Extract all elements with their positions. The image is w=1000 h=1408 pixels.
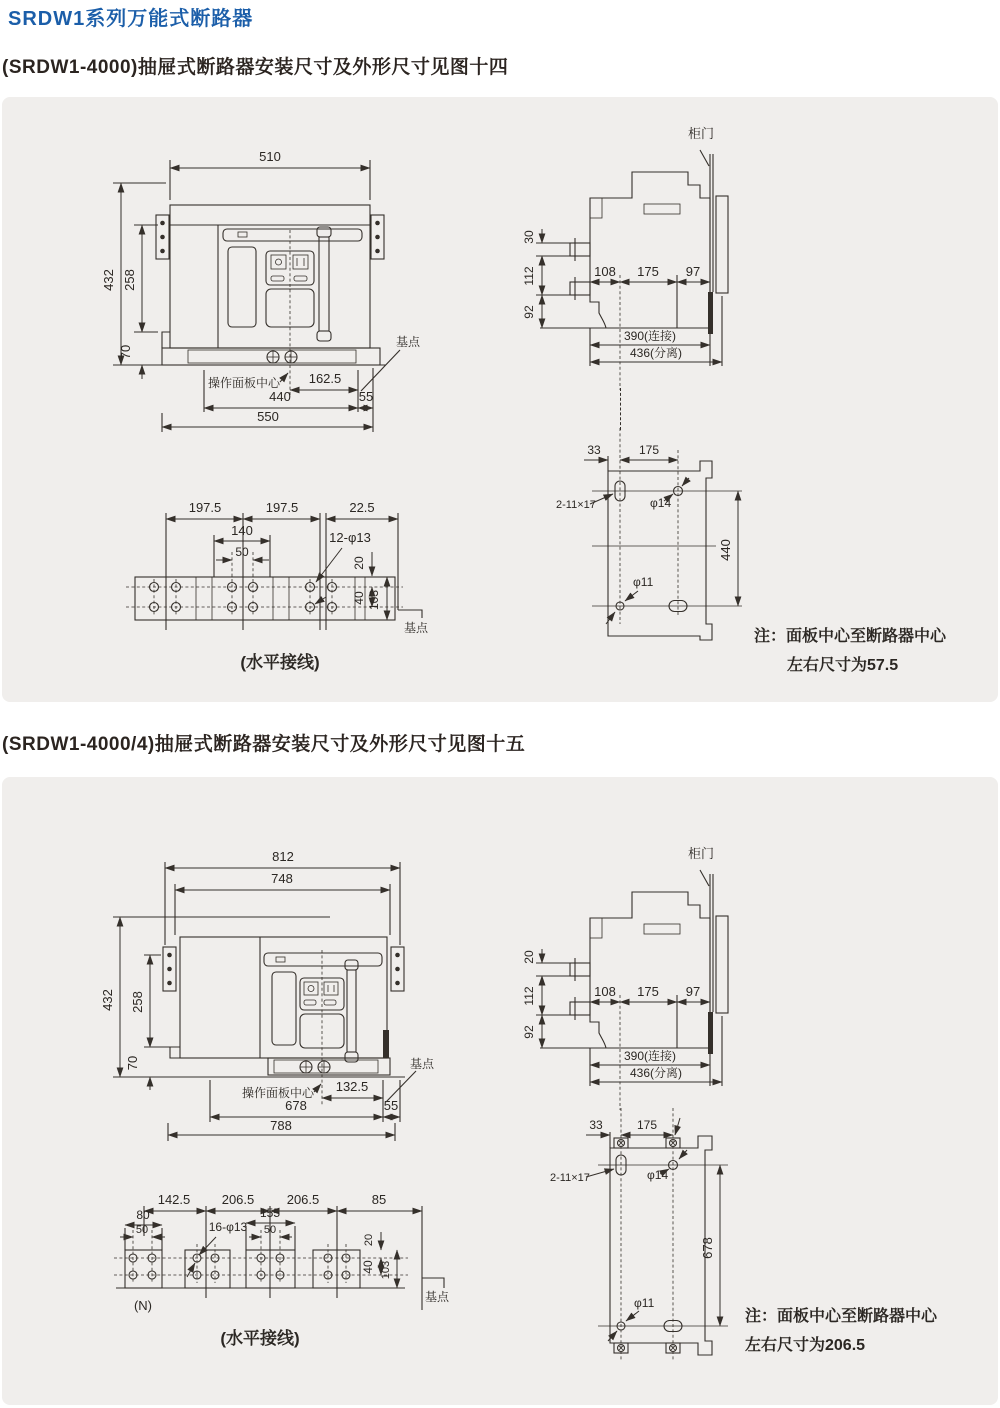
dim-70: 70 bbox=[118, 344, 133, 360]
front-view-drawing-4000-4 bbox=[100, 840, 440, 1150]
dim-112: 112 bbox=[522, 986, 536, 1006]
dim-85: 85 bbox=[371, 1192, 387, 1207]
dim-175: 175 bbox=[637, 984, 659, 999]
dim-70: 70 bbox=[125, 1055, 140, 1071]
figure15-note bbox=[745, 1302, 937, 1360]
horizontal-wiring-caption: (水平接线) bbox=[240, 653, 320, 672]
side-view-dimensions bbox=[522, 846, 722, 1082]
dim-112: 112 bbox=[522, 266, 536, 286]
page-title: SRDW1系列万能式断路器 bbox=[8, 8, 254, 30]
front-view-dimensions bbox=[101, 149, 421, 432]
dim-432: 432 bbox=[101, 269, 116, 291]
dim-436-separate: 436(分离) bbox=[629, 346, 683, 360]
front-view-dimensions bbox=[100, 849, 435, 1141]
dim-155: 155 bbox=[259, 1206, 281, 1220]
dim-142-5: 142.5 bbox=[157, 1192, 191, 1207]
figure14-heading: (SRDW1-4000)抽屉式断路器安装尺寸及外形尺寸见图十四 bbox=[2, 57, 509, 78]
dim-390-connect: 390(连接) bbox=[623, 1049, 677, 1063]
dim-258: 258 bbox=[130, 991, 145, 1013]
side-view-drawing-4000 bbox=[520, 110, 800, 390]
dim-50a: 50 bbox=[135, 1224, 149, 1236]
plate-outline bbox=[598, 1108, 728, 1360]
dim-33: 33 bbox=[587, 443, 601, 457]
dim-258: 258 bbox=[122, 269, 137, 291]
dim-206-5a: 206.5 bbox=[221, 1192, 255, 1207]
base-point-label: 基点 bbox=[396, 335, 421, 349]
dim-390-connect: 390(连接) bbox=[623, 329, 677, 343]
busbar-dimensions bbox=[120, 1192, 450, 1348]
dim-206-5b: 206.5 bbox=[286, 1192, 320, 1207]
note-line2: 左右尺寸为57.5 bbox=[787, 657, 899, 674]
dim-748: 748 bbox=[271, 871, 293, 886]
plate-dimensions bbox=[550, 1118, 720, 1341]
dim-22-5: 22.5 bbox=[349, 500, 375, 515]
cabinet-door-label: 柜门 bbox=[688, 126, 715, 141]
dim-97: 97 bbox=[685, 264, 701, 279]
hole-callout-phi14: φ14 bbox=[647, 1168, 669, 1182]
hole-callout-phi11: φ11 bbox=[634, 1296, 655, 1310]
dim-92: 92 bbox=[522, 1025, 536, 1039]
dim-40: 40 bbox=[352, 591, 366, 605]
dim-140: 140 bbox=[231, 523, 253, 538]
dim-510: 510 bbox=[259, 149, 281, 164]
panel-center-label: 操作面板中心 bbox=[208, 376, 281, 390]
dim-20: 20 bbox=[363, 1233, 375, 1247]
mounting-plate-4000 bbox=[540, 428, 760, 663]
dim-678: 678 bbox=[285, 1098, 307, 1113]
base-point-label: 基点 bbox=[424, 1290, 450, 1304]
note-line1: 注：面板中心至断路器中心 bbox=[745, 1308, 938, 1325]
figure15-heading: (SRDW1-4000/4)抽屉式断路器安装尺寸及外形尺寸见图十五 bbox=[2, 734, 526, 755]
hole-callout-phi11: φ11 bbox=[633, 575, 654, 589]
dim-162-5: 162.5 bbox=[308, 371, 342, 386]
busbar-view-4000-4 bbox=[100, 1180, 460, 1370]
slot-callout-2-11x17: 2-11×17 bbox=[550, 1172, 590, 1184]
breaker-front-outline bbox=[113, 205, 386, 396]
dim-175: 175 bbox=[637, 264, 659, 279]
panel-center-label: 操作面板中心 bbox=[242, 1086, 315, 1100]
dim-20: 20 bbox=[522, 950, 536, 964]
dim-103: 103 bbox=[367, 589, 381, 611]
dim-550: 550 bbox=[257, 409, 279, 424]
centerline-connector bbox=[620, 388, 621, 430]
hole-callout-12xphi13: 12-φ13 bbox=[329, 530, 371, 545]
dim-55: 55 bbox=[383, 1098, 399, 1113]
hole-callout-16xphi13: 16-φ13 bbox=[208, 1220, 248, 1234]
plate-dimensions bbox=[556, 443, 738, 624]
base-point-label: 基点 bbox=[410, 1057, 435, 1071]
figure15-panel bbox=[2, 777, 998, 1405]
dim-678: 678 bbox=[700, 1237, 715, 1259]
horizontal-wiring-caption: (水平接线) bbox=[220, 1329, 300, 1348]
dim-812: 812 bbox=[272, 849, 294, 864]
dim-20: 20 bbox=[352, 556, 366, 570]
dim-432: 432 bbox=[100, 989, 115, 1011]
cabinet-door-label: 柜门 bbox=[688, 846, 715, 861]
dim-40: 40 bbox=[361, 1260, 375, 1274]
dim-440: 440 bbox=[269, 389, 291, 404]
dim-175: 175 bbox=[638, 443, 660, 457]
dim-197b: 197.5 bbox=[265, 500, 299, 515]
base-point-label: 基点 bbox=[404, 621, 429, 635]
dim-103: 103 bbox=[380, 1260, 392, 1280]
mounting-plate-4000-4 bbox=[540, 1108, 770, 1388]
busbar-dimensions bbox=[166, 500, 429, 672]
dim-440: 440 bbox=[718, 539, 733, 561]
dim-97: 97 bbox=[685, 984, 701, 999]
busbar-view-4000 bbox=[110, 480, 440, 690]
dim-50b: 50 bbox=[263, 1224, 277, 1236]
front-view-drawing-4000 bbox=[100, 130, 430, 440]
dim-33: 33 bbox=[589, 1118, 603, 1132]
figure14-note bbox=[754, 622, 946, 680]
dim-80: 80 bbox=[136, 1208, 150, 1222]
neutral-label: (N) bbox=[133, 1298, 153, 1313]
side-view-drawing-4000-4 bbox=[520, 830, 800, 1110]
note-line1: 注：面板中心至断路器中心 bbox=[754, 628, 947, 645]
dim-50: 50 bbox=[235, 545, 249, 559]
dim-132-5: 132.5 bbox=[335, 1079, 369, 1094]
note-line2: 左右尺寸为206.5 bbox=[745, 1337, 866, 1354]
dim-788: 788 bbox=[270, 1118, 292, 1133]
figure14-panel bbox=[2, 97, 998, 702]
side-view-dimensions bbox=[522, 126, 722, 362]
dim-436-separate: 436(分离) bbox=[629, 1066, 683, 1080]
dim-108: 108 bbox=[594, 264, 616, 279]
dim-92: 92 bbox=[522, 305, 536, 319]
dim-108: 108 bbox=[594, 984, 616, 999]
dim-55: 55 bbox=[358, 389, 374, 404]
dim-175: 175 bbox=[636, 1118, 658, 1132]
dim-197a: 197.5 bbox=[188, 500, 222, 515]
dim-30: 30 bbox=[522, 230, 536, 244]
slot-callout-2-11x17: 2-11×17 bbox=[556, 499, 596, 511]
hole-callout-phi14: φ14 bbox=[650, 496, 672, 510]
